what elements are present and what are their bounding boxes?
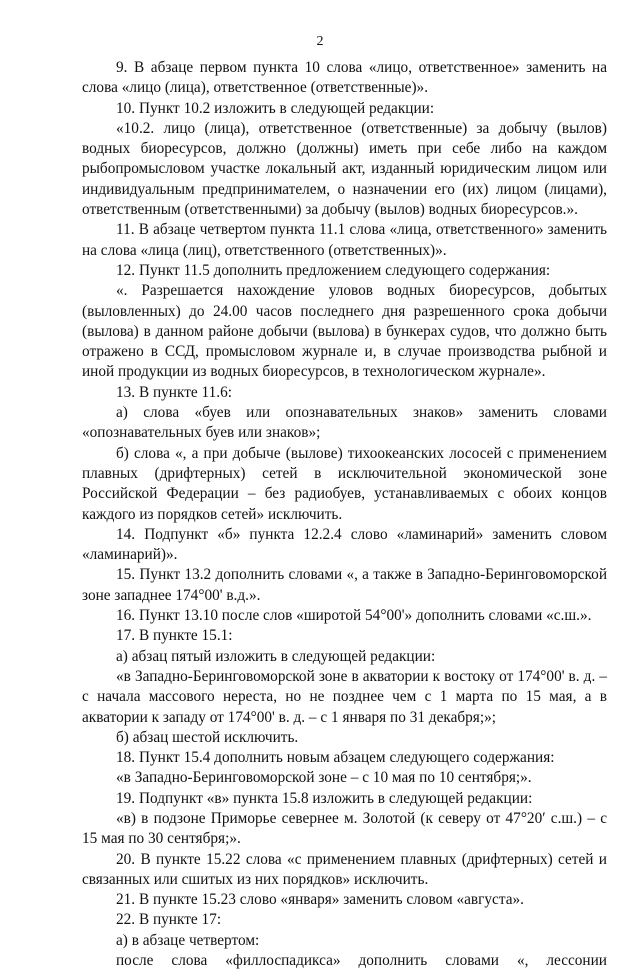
page-number: 2	[316, 34, 324, 49]
paragraph-13-b: б) слова «, а при добыче (вылове) тихоокеанских лососей с применением плавных (дрифтерных) сетей в исключительной экономической зоне Российской Федерации – без радиобуев, устанавливаемых с обоих концов каждого из порядков сетей» исключить.	[82, 444, 607, 523]
paragraph-18-quote: «в Западно-Беринговоморской зоне – с 10 мая по 10 сентября;».	[116, 769, 532, 787]
paragraph-19-quote: «в) в подзоне Приморье севернее м. Золотой (к северу от 47°20′ с.ш.) – с 15 мая по 30 сентября;».	[82, 809, 607, 848]
paragraph-13-a: а) слова «буев или опознавательных знаков» заменить словами «опознавательных буев или знаков»;	[82, 404, 607, 442]
paragraph-18: 18. Пункт 15.4 дополнить новым абзацем следующего содержания:	[116, 749, 555, 767]
paragraph-9: 9. В абзаце первом пункта 10 слова «лицо, ответственное» заменить на слова «лицо (лица), ответственное (ответственные)».	[82, 59, 607, 97]
paragraph-19: 19. Подпункт «в» пункта 15.8 изложить в следующей редакции:	[116, 789, 533, 807]
paragraph-17-a: а) абзац пятый изложить в следующей редакции:	[116, 647, 436, 665]
paragraph-15: 15. Пункт 13.2 дополнить словами «, а также в Западно-Беринговоморской зоне западнее 174°00' в.д.».	[82, 566, 607, 604]
document-body	[82, 58, 607, 971]
paragraph-21: 21. В пункте 15.23 слово «января» заменить словом «августа».	[116, 891, 524, 909]
paragraph-17: 17. В пункте 15.1:	[116, 627, 233, 645]
paragraph-12: 12. Пункт 11.5 дополнить предложением следующего содержания:	[116, 261, 551, 279]
paragraph-20: 20. В пункте 15.22 слова «с применением плавных (дрифтерных) сетей и связанных или сшитых из них порядков» исключить.	[82, 850, 607, 888]
paragraph-14: 14. Подпункт «б» пункта 12.2.4 слово «ламинарий» заменить словом «ламинарий)».	[82, 525, 607, 564]
paragraph-13: 13. В пункте 11.6:	[116, 383, 232, 401]
paragraph-10-quote: «10.2. лицо (лица), ответственное (ответственные) за добычу (вылов) водных биоресурсов, должно (должны) иметь при себе либо на каждом рыбопромысловом участке локальный акт, изданный юридическим лицом или индивидуальным предпринимателем, о назначении его (их) лицом (лицами), ответственным (ответственными) за добычу (вылов) водных биоресурсов.».	[82, 119, 607, 219]
paragraph-22-a: а) в абзаце четвертом:	[116, 931, 260, 949]
paragraph-22: 22. В пункте 17:	[116, 911, 222, 929]
paragraph-11: 11. В абзаце четвертом пункта 11.1 слова «лица, ответственного» заменить на слова «лица (лиц), ответственного (ответственных)».	[82, 221, 607, 259]
paragraph-22-a-text: после слова «филлоспадикса» дополнить словами «, лессонии	[116, 952, 607, 970]
paragraph-16: 16. Пункт 13.10 после слов «широтой 54°00'» дополнить словами «с.ш.».	[116, 607, 592, 625]
paragraph-10: 10. Пункт 10.2 изложить в следующей редакции:	[116, 99, 435, 117]
paragraph-17-b: б) абзац шестой исключить.	[116, 728, 299, 746]
paragraph-17-a-quote: «в Западно-Беринговоморской зоне в акватории к востоку от 174°00' в. д. – с начала массового нереста, но не позднее чем с 1 марта по 15 мая, а в акватории к западу от 174°00' в. д. – с 1 января по 31 декабря;»;	[82, 667, 607, 726]
paragraph-12-quote: «. Разрешается нахождение уловов водных биоресурсов, добытых (выловленных) до 24.00 часов последнего дня разрешенного срока добычи (вылова) в данном районе добычи (вылова) в бункерах судов, что должно быть отражено в ССД, промысловом журнале и, в случае производства рыбной и иной продукции из водных биоресурсов, в технологическом журнале».	[82, 282, 607, 381]
